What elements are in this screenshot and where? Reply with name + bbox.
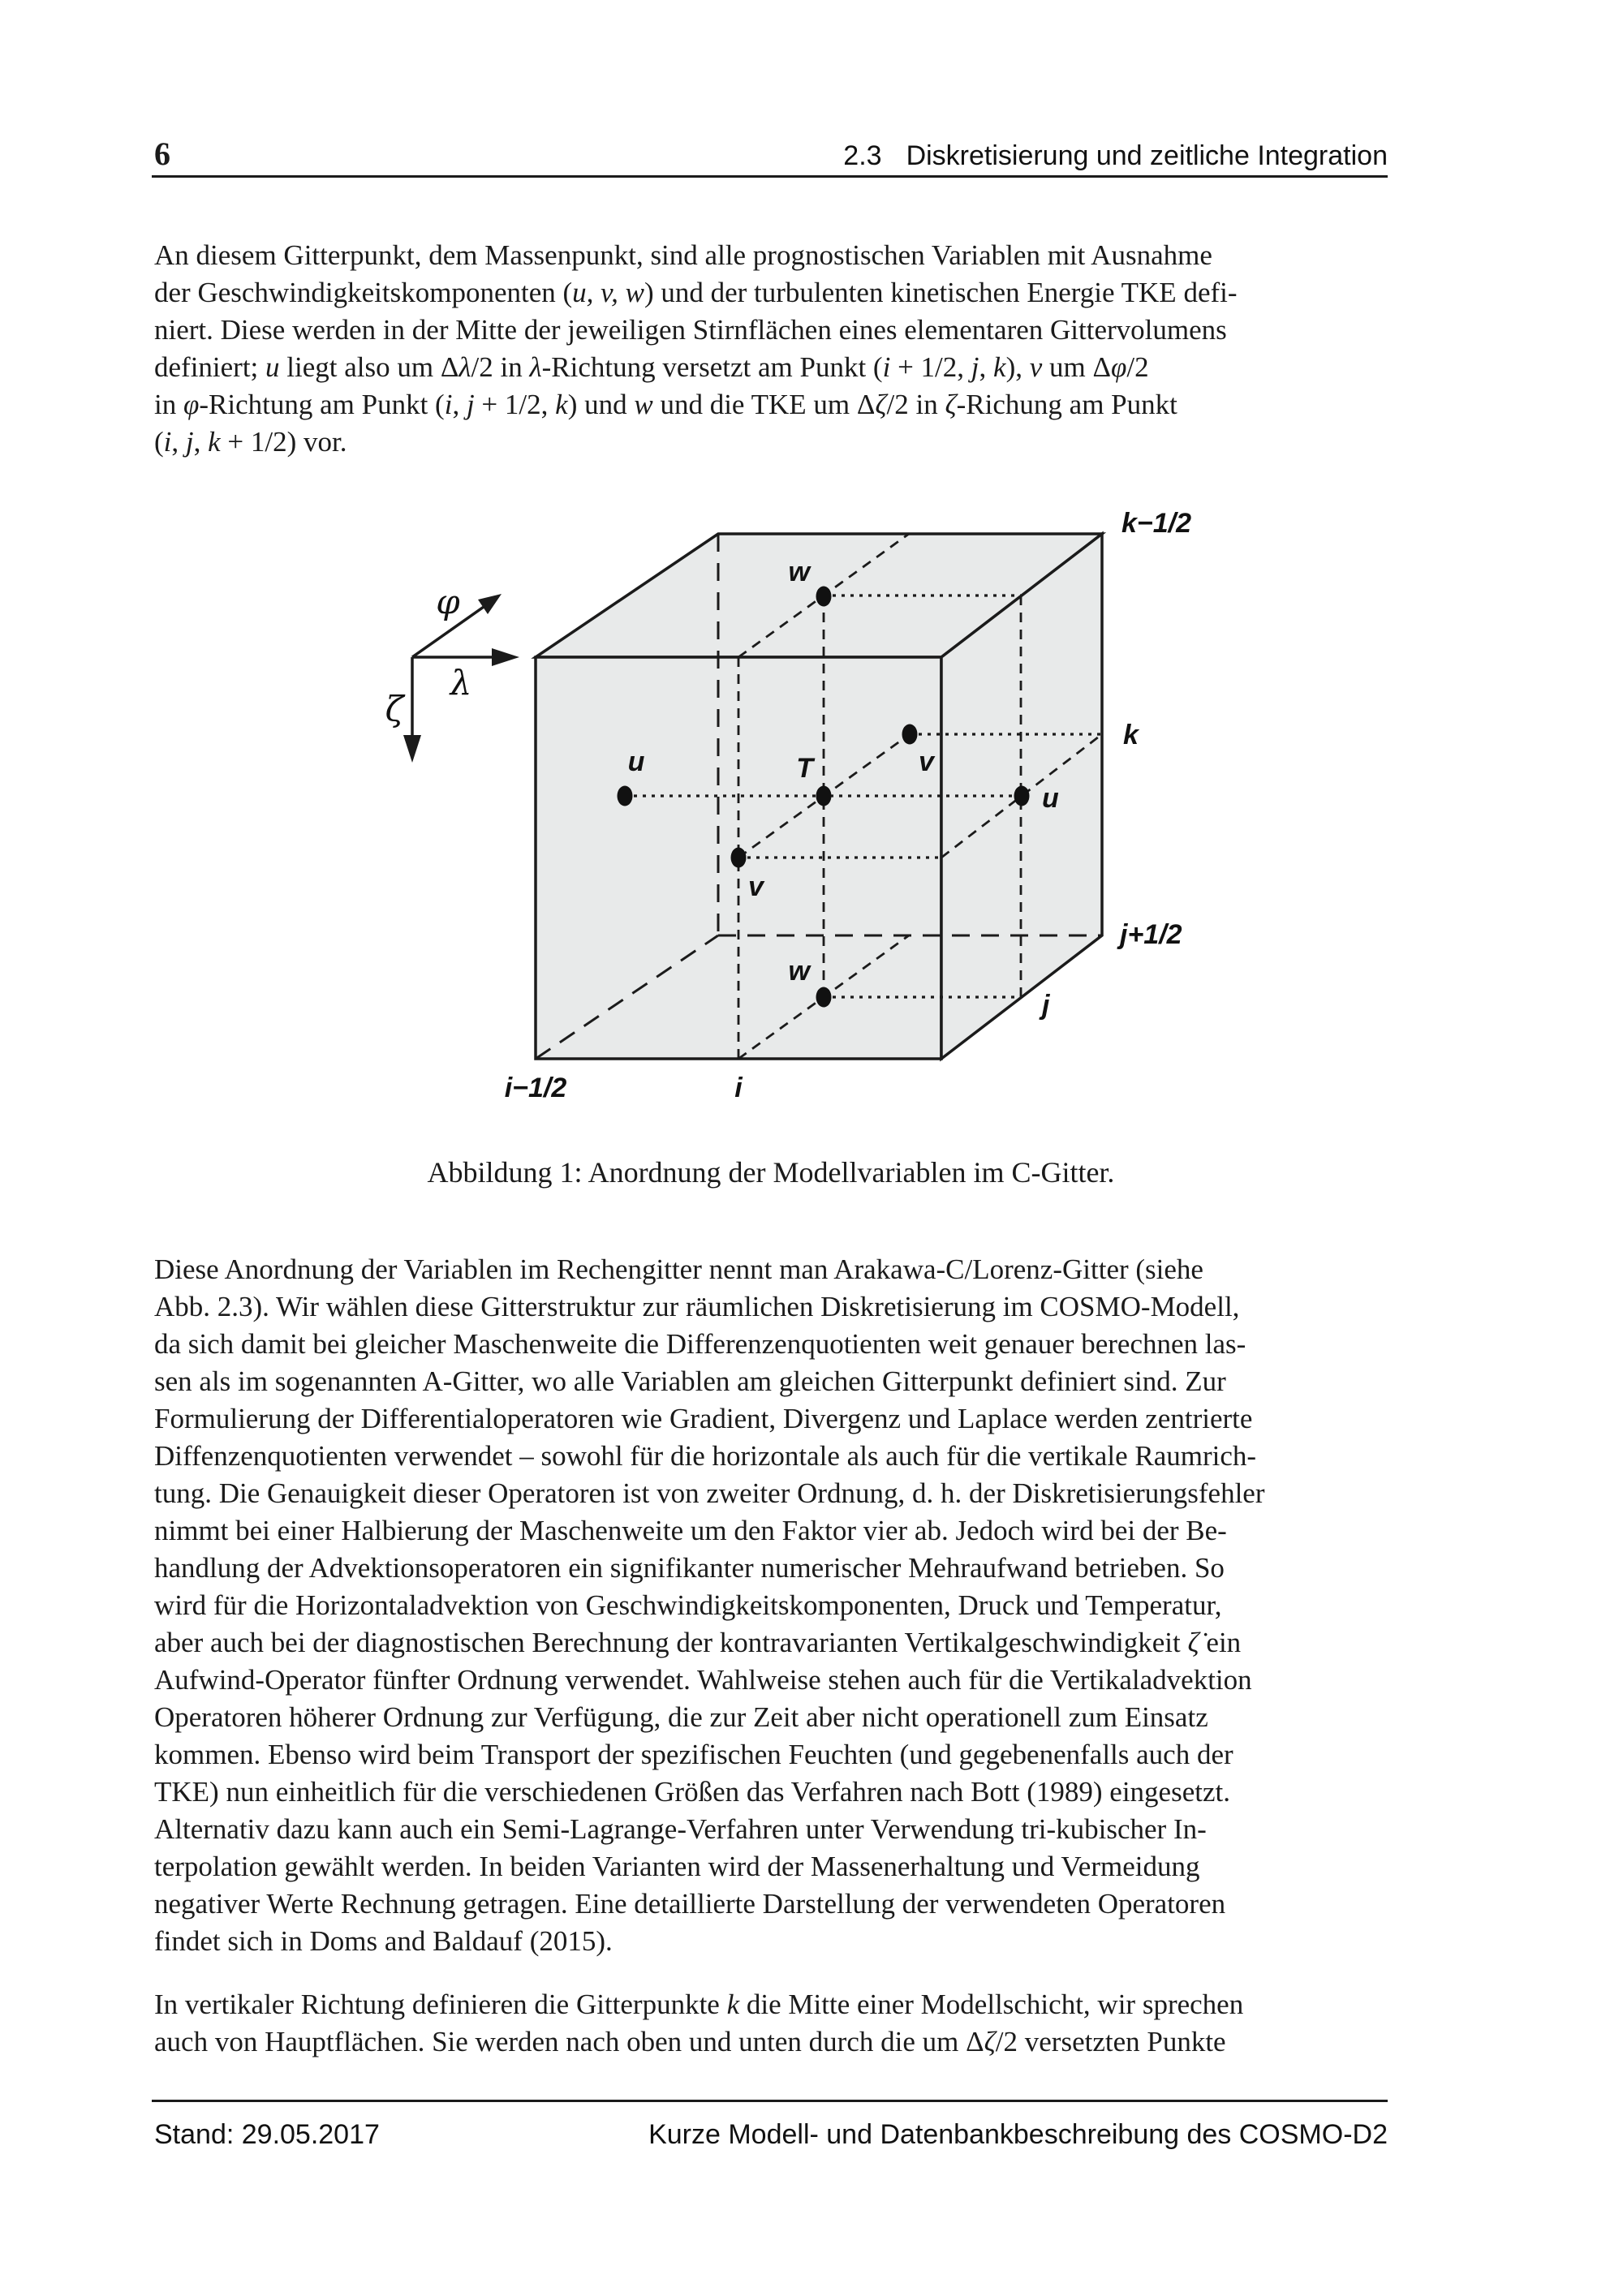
phi-arrow-icon bbox=[478, 594, 502, 614]
section-heading bbox=[843, 140, 1388, 172]
section-number: 2.3 bbox=[843, 140, 882, 171]
paragraph-2 bbox=[154, 1251, 1388, 1960]
footer-rule bbox=[152, 2100, 1388, 2102]
text-line: in φ-Richtung am Punkt (i, j + 1/2, k) und w und die TKE um Δζ/2 in ζ-Richung am Punkt bbox=[154, 389, 1177, 420]
text-line: (i, j, k + 1/2) vor. bbox=[154, 426, 347, 458]
page-footer bbox=[154, 2119, 1388, 2151]
text-line: da sich damit bei gleicher Maschenweite die Differenzenquotienten weit genauer berechnen las- bbox=[154, 1328, 1246, 1360]
text-line: Operatoren höherer Ordnung zur Verfügung, die zur Zeit aber nicht operationell zum Einsatz bbox=[154, 1701, 1208, 1733]
paragraph-1 bbox=[154, 237, 1388, 461]
page-number: 6 bbox=[154, 135, 170, 172]
text-line: Aufwind-Operator fünfter Ordnung verwendet. Wahlweise stehen auch für die Vertikaladvektion bbox=[154, 1664, 1252, 1696]
figure-c-grid bbox=[349, 487, 1209, 1120]
grid-point-v-front bbox=[731, 848, 747, 868]
label-v-back: v bbox=[919, 746, 934, 777]
text-line: handlung der Advektionsoperatoren ein signifikanter numerischer Mehraufwand betrieben. So bbox=[154, 1552, 1225, 1584]
label-j-plus-half: j+1/2 bbox=[1120, 919, 1182, 950]
zeta-arrow-icon bbox=[403, 735, 421, 763]
text-line: definiert; u liegt also um Δλ/2 in λ-Richtung versetzt am Punkt (i + 1/2, j, k), v um Δφ/2 bbox=[154, 351, 1149, 383]
text-line: negativer Werte Rechnung getragen. Eine detaillierte Darstellung der verwendeten Operatoren bbox=[154, 1888, 1226, 1920]
label-i: i bbox=[734, 1073, 743, 1103]
label-w-bottom: w bbox=[788, 956, 810, 987]
text-line: TKE) nun einheitlich für die verschiedenen Größen das Verfahren nach Bott (1989) eingesetzt. bbox=[154, 1776, 1230, 1808]
label-T: T bbox=[796, 753, 813, 784]
label-w-top: w bbox=[788, 557, 810, 587]
label-u-right: u bbox=[1042, 783, 1059, 814]
text-line: aber auch bei der diagnostischen Berechnung der kontravarianten Vertikalgeschwindigkeit ζ̇ ein bbox=[154, 1627, 1242, 1658]
section-title: Diskretisierung und zeitliche Integration bbox=[906, 140, 1388, 171]
text-line: nimmt bei einer Halbierung der Maschenweite um den Faktor vier ab. Jedoch wird bei der Be- bbox=[154, 1515, 1227, 1546]
phi-axis-label: φ bbox=[436, 582, 460, 621]
text-line: In vertikaler Richtung definieren die Gitterpunkte k die Mitte einer Modellschicht, wir sprechen bbox=[154, 1989, 1244, 2020]
lambda-arrow-icon bbox=[492, 648, 519, 666]
label-k-minus-half: k−1/2 bbox=[1121, 508, 1192, 539]
paragraph-3 bbox=[154, 1986, 1388, 2061]
text-line: terpolation gewählt werden. In beiden Varianten wird der Massenerhaltung und Vermeidung bbox=[154, 1851, 1200, 1882]
text-line: kommen. Ebenso wird beim Transport der spezifischen Feuchten (und gegebenenfalls auch der bbox=[154, 1739, 1233, 1770]
text-line: wird für die Horizontaladvektion von Geschwindigkeitskomponenten, Druck und Temperatur, bbox=[154, 1589, 1222, 1621]
text-line: findet sich in Doms and Baldauf (2015). bbox=[154, 1925, 613, 1957]
text-line: Alternativ dazu kann auch ein Semi-Lagrange-Verfahren unter Verwendung tri-kubischer In- bbox=[154, 1813, 1207, 1845]
c-grid-diagram bbox=[349, 487, 1209, 1120]
page-header bbox=[154, 135, 1388, 173]
grid-point-w-top bbox=[816, 587, 832, 607]
label-u-left: u bbox=[627, 746, 645, 777]
footer-date: Stand: 29.05.2017 bbox=[154, 2119, 380, 2150]
label-k: k bbox=[1123, 720, 1139, 750]
text-line: Diffenzenquotienten verwendet – sowohl für die horizontale als auch für die vertikale Raumrich- bbox=[154, 1440, 1257, 1472]
lambda-axis-label: λ bbox=[450, 663, 472, 703]
footer-document-title: Kurze Modell- und Datenbankbeschreibung des COSMO-D2 bbox=[648, 2119, 1388, 2150]
text-line: der Geschwindigkeitskomponenten (u, v, w) und der turbulenten kinetischen Energie TKE defi- bbox=[154, 277, 1238, 308]
grid-point-u-left bbox=[618, 786, 633, 806]
text-line: tung. Die Genauigkeit dieser Operatoren ist von zweiter Ordnung, d. h. der Diskretisierungsfehler bbox=[154, 1477, 1265, 1509]
grid-point-v-back bbox=[902, 724, 918, 745]
label-v-front: v bbox=[748, 871, 764, 902]
grid-point-w-bottom bbox=[816, 987, 832, 1008]
label-j: j bbox=[1042, 990, 1050, 1021]
label-i-minus-half: i−1/2 bbox=[504, 1073, 567, 1103]
header-rule bbox=[152, 175, 1388, 178]
text-line: Diese Anordnung der Variablen im Rechengitter nennt man Arakawa-C/Lorenz-Gitter (siehe bbox=[154, 1253, 1203, 1285]
grid-point-u-right bbox=[1014, 786, 1030, 806]
grid-point-T bbox=[816, 786, 832, 806]
text-line: Abb. 2.3). Wir wählen diese Gitterstruktur zur räumlichen Diskretisierung im COSMO-Modell, bbox=[154, 1291, 1240, 1322]
text-line: sen als im sogenannten A-Gitter, wo alle Variablen am gleichen Gitterpunkt definiert sind. Zur bbox=[154, 1365, 1226, 1397]
figure-caption: Abbildung 1: Anordnung der Modellvariablen im C-Gitter. bbox=[427, 1156, 1115, 1189]
text-line: An diesem Gitterpunkt, dem Massenpunkt, sind alle prognostischen Variablen mit Ausnahme bbox=[154, 239, 1212, 271]
text-line: Formulierung der Differentialoperatoren wie Gradient, Divergenz und Laplace werden zentrierte bbox=[154, 1403, 1253, 1434]
zeta-axis-label: ζ bbox=[385, 689, 404, 729]
text-line: niert. Diese werden in der Mitte der jeweiligen Stirnflächen eines elementaren Gittervolumens bbox=[154, 314, 1227, 346]
text-line: auch von Hauptflächen. Sie werden nach oben und unten durch die um Δζ/2 versetzten Punkte bbox=[154, 2026, 1226, 2057]
